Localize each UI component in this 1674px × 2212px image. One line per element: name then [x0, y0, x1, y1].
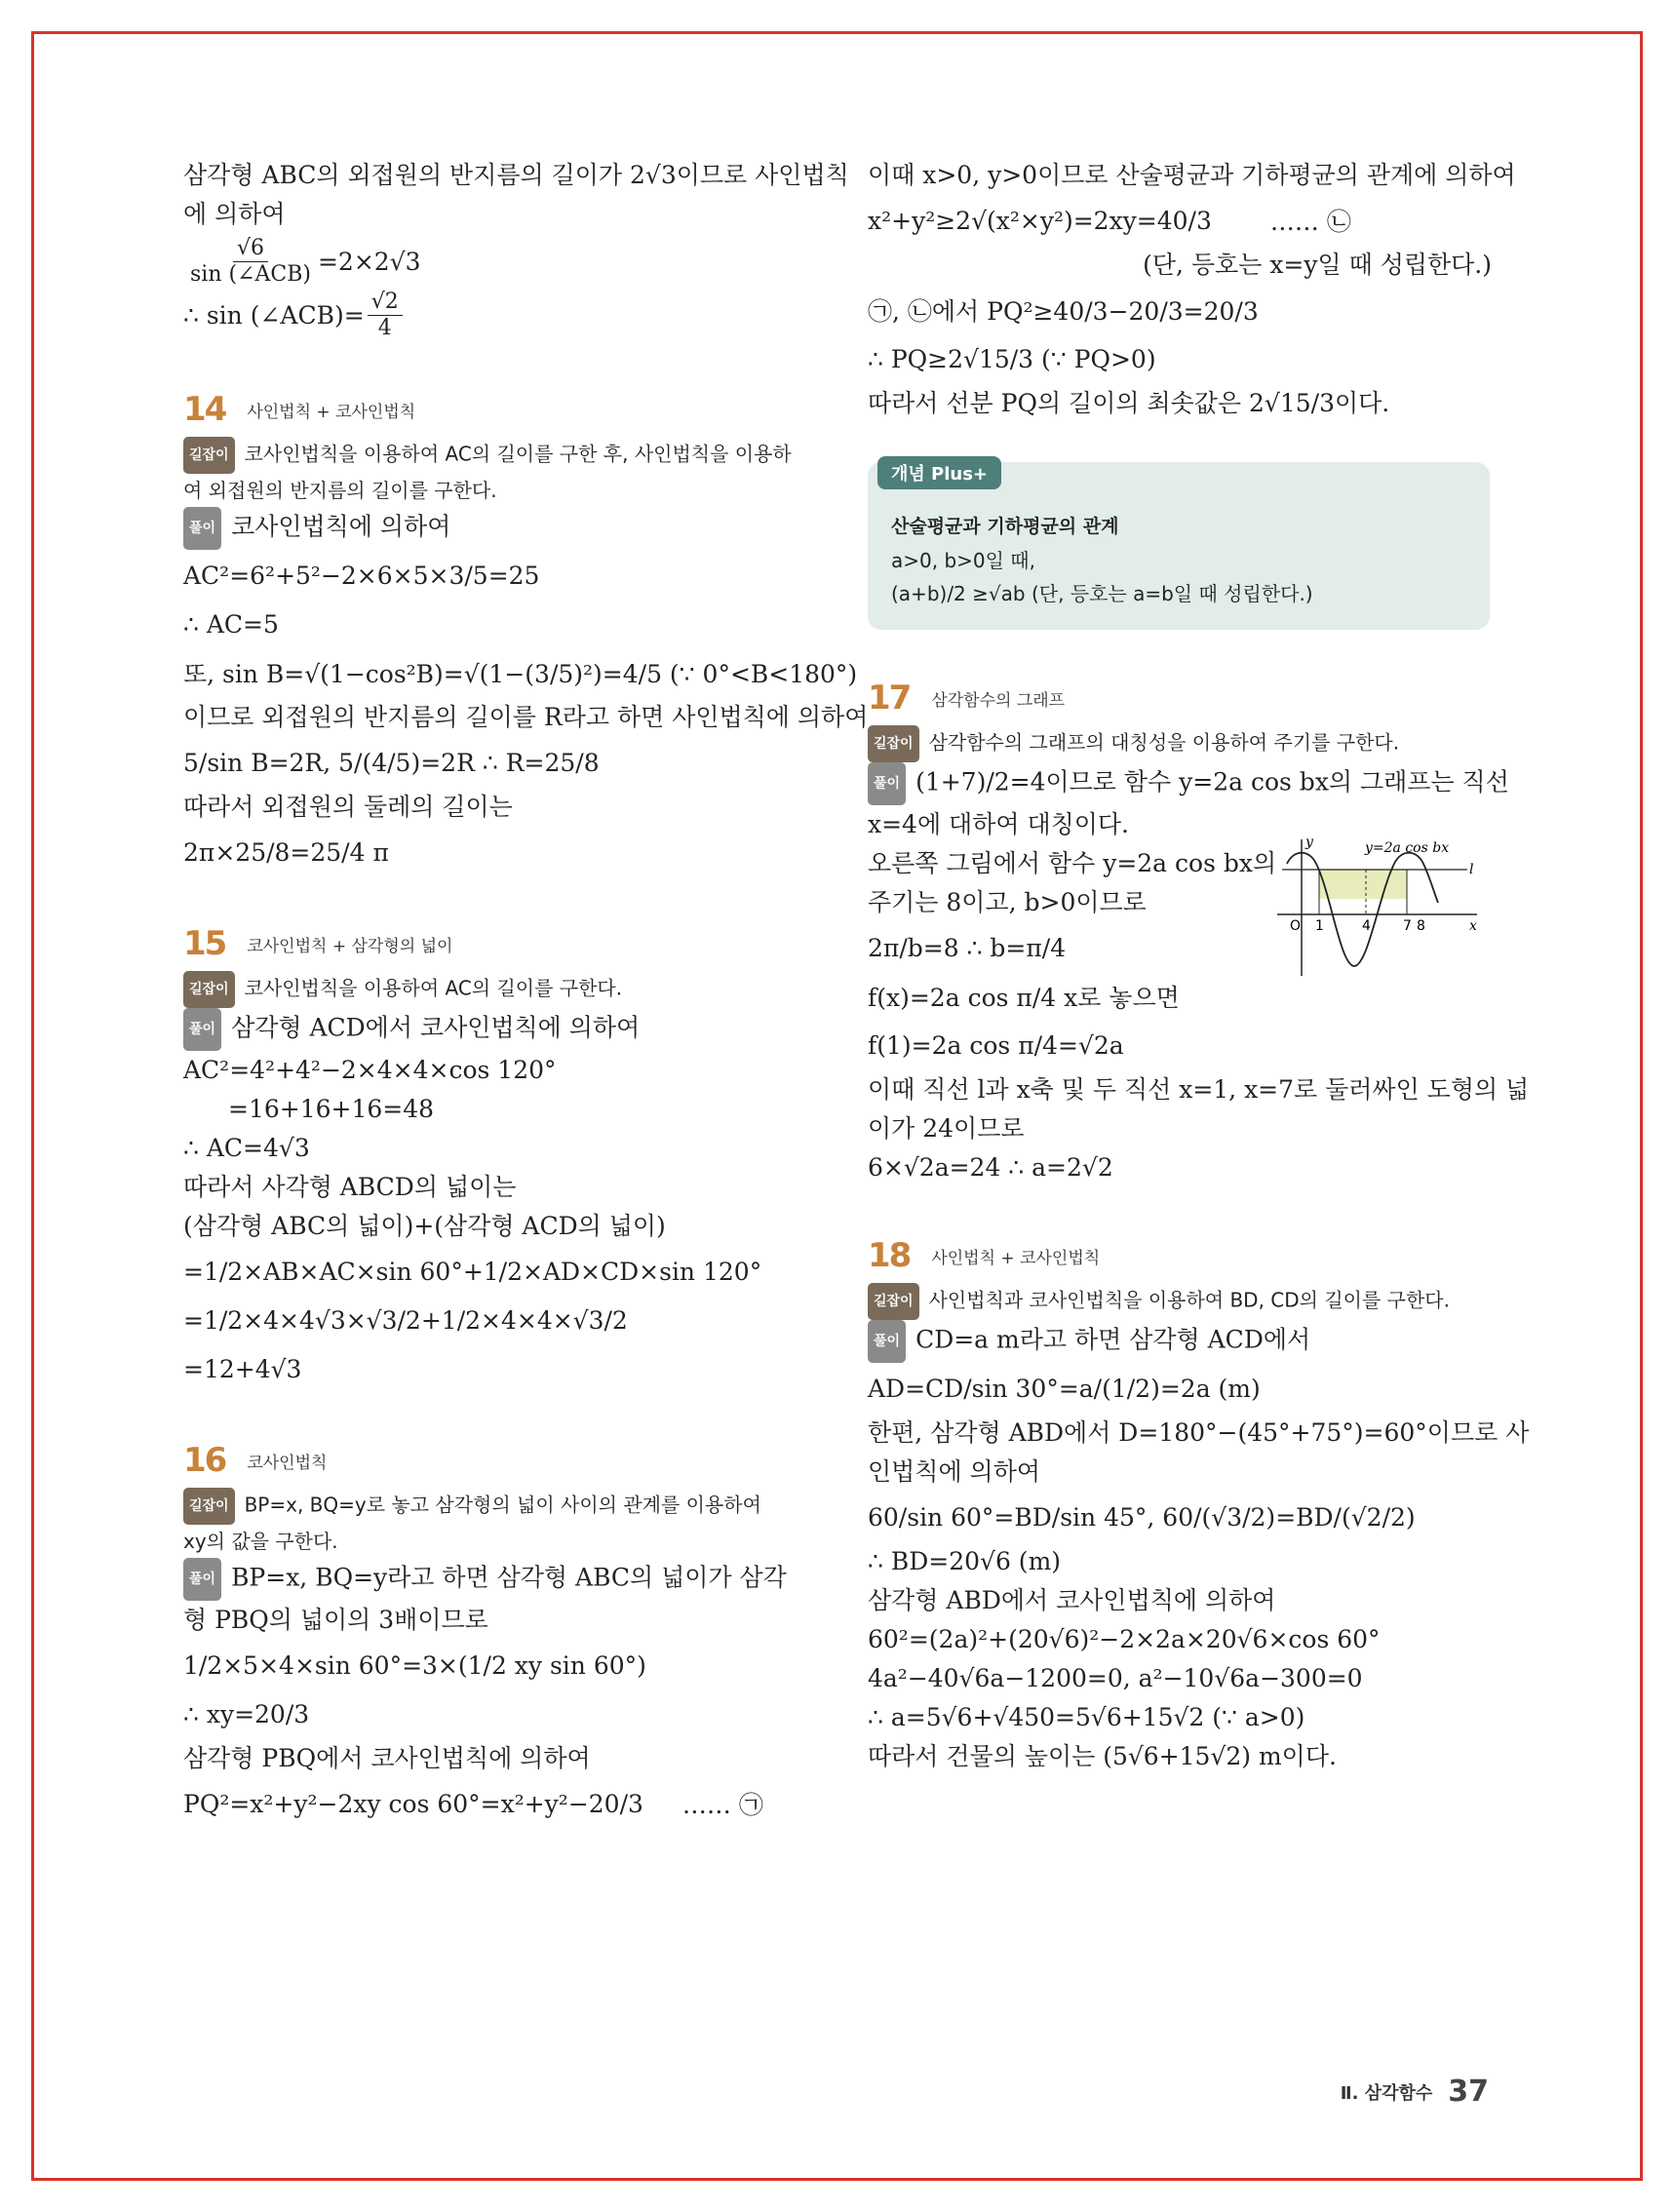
page-number: 37 — [1448, 2075, 1489, 2109]
line-l-label: l — [1469, 862, 1474, 877]
problem-title: 사인법칙 + 코사인법칙 — [931, 1248, 1101, 1268]
p14-guide — [183, 437, 807, 474]
intro-line-1: 삼각형 ABC의 외접원의 반지름의 길이가 2√3이므로 사인법칙 — [183, 161, 849, 189]
p14-solution — [183, 507, 807, 550]
p17-guide-line: 삼각함수의 그래프의 대칭성을 이용하여 주기를 구한다. — [928, 730, 1400, 755]
concept-plus-line-2: (a+b)/2 ≥√ab (단, 등호는 a=b일 때 성립한다.) — [891, 582, 1313, 605]
r-cont-line-1: 이때 x>0, y>0이므로 산술평균과 기하평균의 관계에 의하여 — [868, 161, 1516, 189]
p18-eq-6: ∴ a=5√6+√450=5√6+15√2 (∵ a>0) — [868, 1703, 1305, 1731]
p15-eq-3: ∴ AC=4√3 — [183, 1134, 310, 1162]
p14-eq-2: ∴ AC=5 — [183, 609, 279, 639]
tick-1: 1 — [1315, 918, 1324, 934]
guide-badge: 길잡이 — [868, 725, 919, 762]
p14-line-r: 이므로 외접원의 반지름의 길이를 R라고 하면 사인법칙에 의하여 — [183, 703, 869, 731]
p18-eq-4: 60²=(2a)²+(20√6)²−2×2a×20√6×cos 60° — [868, 1625, 1381, 1653]
p16-guide-line-2: xy의 값을 구한다. — [183, 1530, 338, 1553]
p17-solution — [868, 762, 1509, 805]
p17-eq-4: 6×√2a=24 ∴ a=2√2 — [868, 1153, 1113, 1182]
p15-sol-line: 삼각형 ACD에서 코사인법칙에 의하여 — [231, 1013, 641, 1042]
problem-title: 코사인법칙 — [247, 1453, 328, 1473]
chapter-label: Ⅱ. 삼각함수 — [1340, 2082, 1433, 2104]
r-cont-eq-3: ∴ PQ≥2√15/3 (∵ PQ>0) — [868, 344, 1156, 373]
p17-eq-2: f(x)=2a cos π/4 x로 놓으면 — [868, 984, 1180, 1012]
r-cont-eq-2: ㉠, ㉡에서 PQ²≥40/3−20/3=20/3 — [868, 297, 1259, 326]
p17-line-5: 이때 직선 l과 x축 및 두 직선 x=1, x=7로 둘러싸인 도형의 넓 — [868, 1075, 1530, 1104]
p14-sol-line: 코사인법칙에 의하여 — [231, 512, 451, 541]
p15-eq-4: =1/2×AB×AC×sin 60°+1/2×AD×CD×sin 120° — [183, 1257, 762, 1286]
y-axis-label: y — [1305, 834, 1313, 850]
problem-15-header — [183, 924, 807, 963]
problem-number: 16 — [183, 1441, 226, 1480]
r-cont-note: (단, 등호는 x=y일 때 성립한다.) — [1143, 251, 1492, 279]
p15-line-b: (삼각형 ABC의 넓이)+(삼각형 ACD의 넓이) — [183, 1212, 666, 1240]
p18-eq-1: AD=CD/sin 30°=a/(1/2)=2a (m) — [868, 1374, 1261, 1403]
right-column — [868, 156, 1530, 1776]
p16-line-c: 삼각형 PBQ에서 코사인법칙에 의하여 — [183, 1744, 591, 1772]
left-column — [183, 156, 869, 1829]
p14-eq-5: 2π×25/8=25/4 π — [183, 837, 389, 867]
p17-graph-block — [868, 834, 1492, 934]
equation-mark-1: …… ㉠ — [681, 1791, 763, 1819]
intro-eq1-den: sin (∠ACB) — [190, 262, 311, 287]
problem-17-header — [868, 679, 1492, 718]
problem-16-header — [183, 1441, 807, 1480]
concept-plus-line-1: a>0, b>0일 때, — [891, 549, 1035, 572]
p18-sol-line: CD=a m라고 하면 삼각형 ACD에서 — [915, 1325, 1311, 1354]
p14-line-p: 따라서 외접원의 둘레의 길이는 — [183, 793, 513, 821]
p17-line-2: x=4에 대하여 대칭이다. — [868, 810, 1129, 838]
p14-guide-line-2: 여 외접원의 반지름의 길이를 구한다. — [183, 479, 497, 502]
p17-line-6: 이가 24이므로 — [868, 1114, 1025, 1143]
solution-badge: 풀이 — [183, 1008, 221, 1051]
p16-guide — [183, 1488, 807, 1525]
intro-eq1-num: √6 — [233, 236, 268, 262]
concept-plus-box — [868, 462, 1490, 630]
solution-badge: 풀이 — [868, 1320, 906, 1363]
intro-eq2-lhs: ∴ sin (∠ACB)= — [183, 301, 365, 330]
p15-line-a: 따라서 사각형 ABCD의 넓이는 — [183, 1173, 517, 1201]
p14-eq-3: 또, sin B=√(1−cos²B)=√(1−(3/5)²)=4/5 (∵ 0°<B<180°) — [183, 660, 858, 688]
problem-number: 18 — [868, 1236, 911, 1275]
shaded-region — [1319, 870, 1407, 899]
concept-plus-title: 산술평균과 기하평균의 관계 — [891, 516, 1119, 537]
p18-solution — [868, 1320, 1492, 1363]
p17-eq-3: f(1)=2a cos π/4=√2a — [868, 1030, 1124, 1060]
problem-title: 삼각함수의 그래프 — [931, 690, 1066, 711]
p15-solution — [183, 1008, 807, 1051]
p14-eq-1: AC²=6²+5²−2×6×5×3/5=25 — [183, 561, 540, 590]
r-cont-line-2: 따라서 선분 PQ의 길이의 최솟값은 2√15/3이다. — [868, 389, 1390, 417]
intro-eq2-den: 4 — [377, 316, 392, 340]
guide-badge: 길잡이 — [868, 1283, 919, 1320]
solution-badge: 풀이 — [183, 1558, 221, 1601]
origin-label: O — [1290, 918, 1302, 934]
intro-eq-2 — [183, 290, 807, 341]
p16-solution — [183, 1558, 807, 1601]
p18-eq-5: 4a²−40√6a−1200=0, a²−10√6a−300=0 — [868, 1664, 1363, 1692]
concept-plus-tag: 개념 Plus+ — [877, 456, 1001, 489]
problem-number: 15 — [183, 924, 226, 963]
p14-eq-4: 5/sin B=2R, 5/(4/5)=2R ∴ R=25/8 — [183, 748, 600, 777]
p18-eq-3: ∴ BD=20√6 (m) — [868, 1547, 1062, 1575]
intro-eq1-fraction — [186, 236, 315, 288]
p18-line-1: 한편, 삼각형 ABD에서 D=180°−(45°+75°)=60°이므로 사 — [868, 1418, 1530, 1447]
p15-eq-2: =16+16+16=48 — [228, 1095, 435, 1123]
p16-sol-line-1: BP=x, BQ=y라고 하면 삼각형 ABC의 넓이가 삼각 — [231, 1563, 787, 1592]
page-footer — [1341, 2075, 1489, 2109]
problem-number: 17 — [868, 679, 911, 718]
intro-eq2-num: √2 — [368, 290, 403, 316]
r-cont-eq1-text: x²+y²≥2√(x²×y²)=2xy=40/3 — [868, 206, 1212, 235]
p16-eq-2: ∴ xy=20/3 — [183, 1699, 310, 1728]
intro-eq-1 — [183, 236, 807, 288]
guide-badge: 길잡이 — [183, 437, 235, 474]
x-axis-label: x — [1469, 918, 1477, 934]
p16-eq3-text: PQ²=x²+y²−2xy cos 60°=x²+y²−20/3 — [183, 1789, 643, 1818]
p18-line-4: 따라서 건물의 높이는 (5√6+15√2) m이다. — [868, 1742, 1337, 1770]
p16-eq-3 — [183, 1780, 807, 1827]
problem-title: 사인법칙 + 코사인법칙 — [247, 402, 416, 422]
p17-line-4: 주기는 8이고, b>0이므로 — [868, 888, 1147, 916]
cosine-graph — [1272, 834, 1482, 981]
problem-18-header — [868, 1236, 1492, 1275]
intro-line-2: 에 의하여 — [183, 200, 286, 228]
p17-sol-line-1: (1+7)/2=4이므로 함수 y=2a cos bx의 그래프는 직선 — [915, 767, 1509, 796]
p15-eq-6: =12+4√3 — [183, 1354, 302, 1383]
solution-badge: 풀이 — [868, 762, 906, 805]
p16-sol-line-2: 형 PBQ의 넓이의 3배이므로 — [183, 1606, 488, 1634]
p18-guide-line: 사인법칙과 코사인법칙을 이용하여 BD, CD의 길이를 구한다. — [928, 1288, 1450, 1312]
p18-line-2: 인법칙에 의하여 — [868, 1457, 1040, 1486]
problem-title: 코사인법칙 + 삼각형의 넓이 — [247, 936, 453, 956]
p14-guide-line-1: 코사인법칙을 이용하여 AC의 길이를 구한 후, 사인법칙을 이용하 — [244, 442, 792, 466]
tick-7: 7 — [1403, 918, 1412, 934]
tick-8: 8 — [1417, 918, 1425, 934]
intro-eq2-fraction — [368, 290, 403, 341]
p15-eq-1: AC²=4²+4²−2×4×4×cos 120° — [183, 1056, 557, 1084]
p18-line-3: 삼각형 ABD에서 코사인법칙에 의하여 — [868, 1586, 1276, 1614]
problem-number: 14 — [183, 390, 226, 429]
solution-badge: 풀이 — [183, 507, 221, 550]
tick-4: 4 — [1362, 918, 1371, 934]
p17-guide — [868, 725, 1492, 762]
intro-eq1-rhs: =2×2√3 — [317, 248, 421, 276]
r-cont-eq-1 — [868, 197, 1492, 244]
p17-eq-1: 2π/b=8 ∴ b=π/4 — [868, 933, 1067, 962]
p15-guide-line: 코사인법칙을 이용하여 AC의 길이를 구한다. — [244, 976, 623, 1000]
guide-badge: 길잡이 — [183, 1488, 235, 1525]
guide-badge: 길잡이 — [183, 971, 235, 1008]
p16-guide-line-1: BP=x, BQ=y로 놓고 삼각형의 넓이 사이의 관계를 이용하여 — [244, 1493, 761, 1517]
p17-line-3: 오른쪽 그림에서 함수 y=2a cos bx의 — [868, 849, 1277, 877]
equation-mark-2: …… ㉡ — [1269, 208, 1351, 236]
curve-label: y=2a cos bx — [1365, 840, 1450, 856]
problem-14-header — [183, 390, 807, 429]
p18-eq-2: 60/sin 60°=BD/sin 45°, 60/(√3/2)=BD/(√2/2) — [868, 1502, 1416, 1532]
p16-eq-1: 1/2×5×4×sin 60°=3×(1/2 xy sin 60°) — [183, 1650, 646, 1680]
p15-guide — [183, 971, 807, 1008]
p15-eq-5: =1/2×4×4√3×√3/2+1/2×4×4×√3/2 — [183, 1305, 628, 1335]
p18-guide — [868, 1283, 1492, 1320]
